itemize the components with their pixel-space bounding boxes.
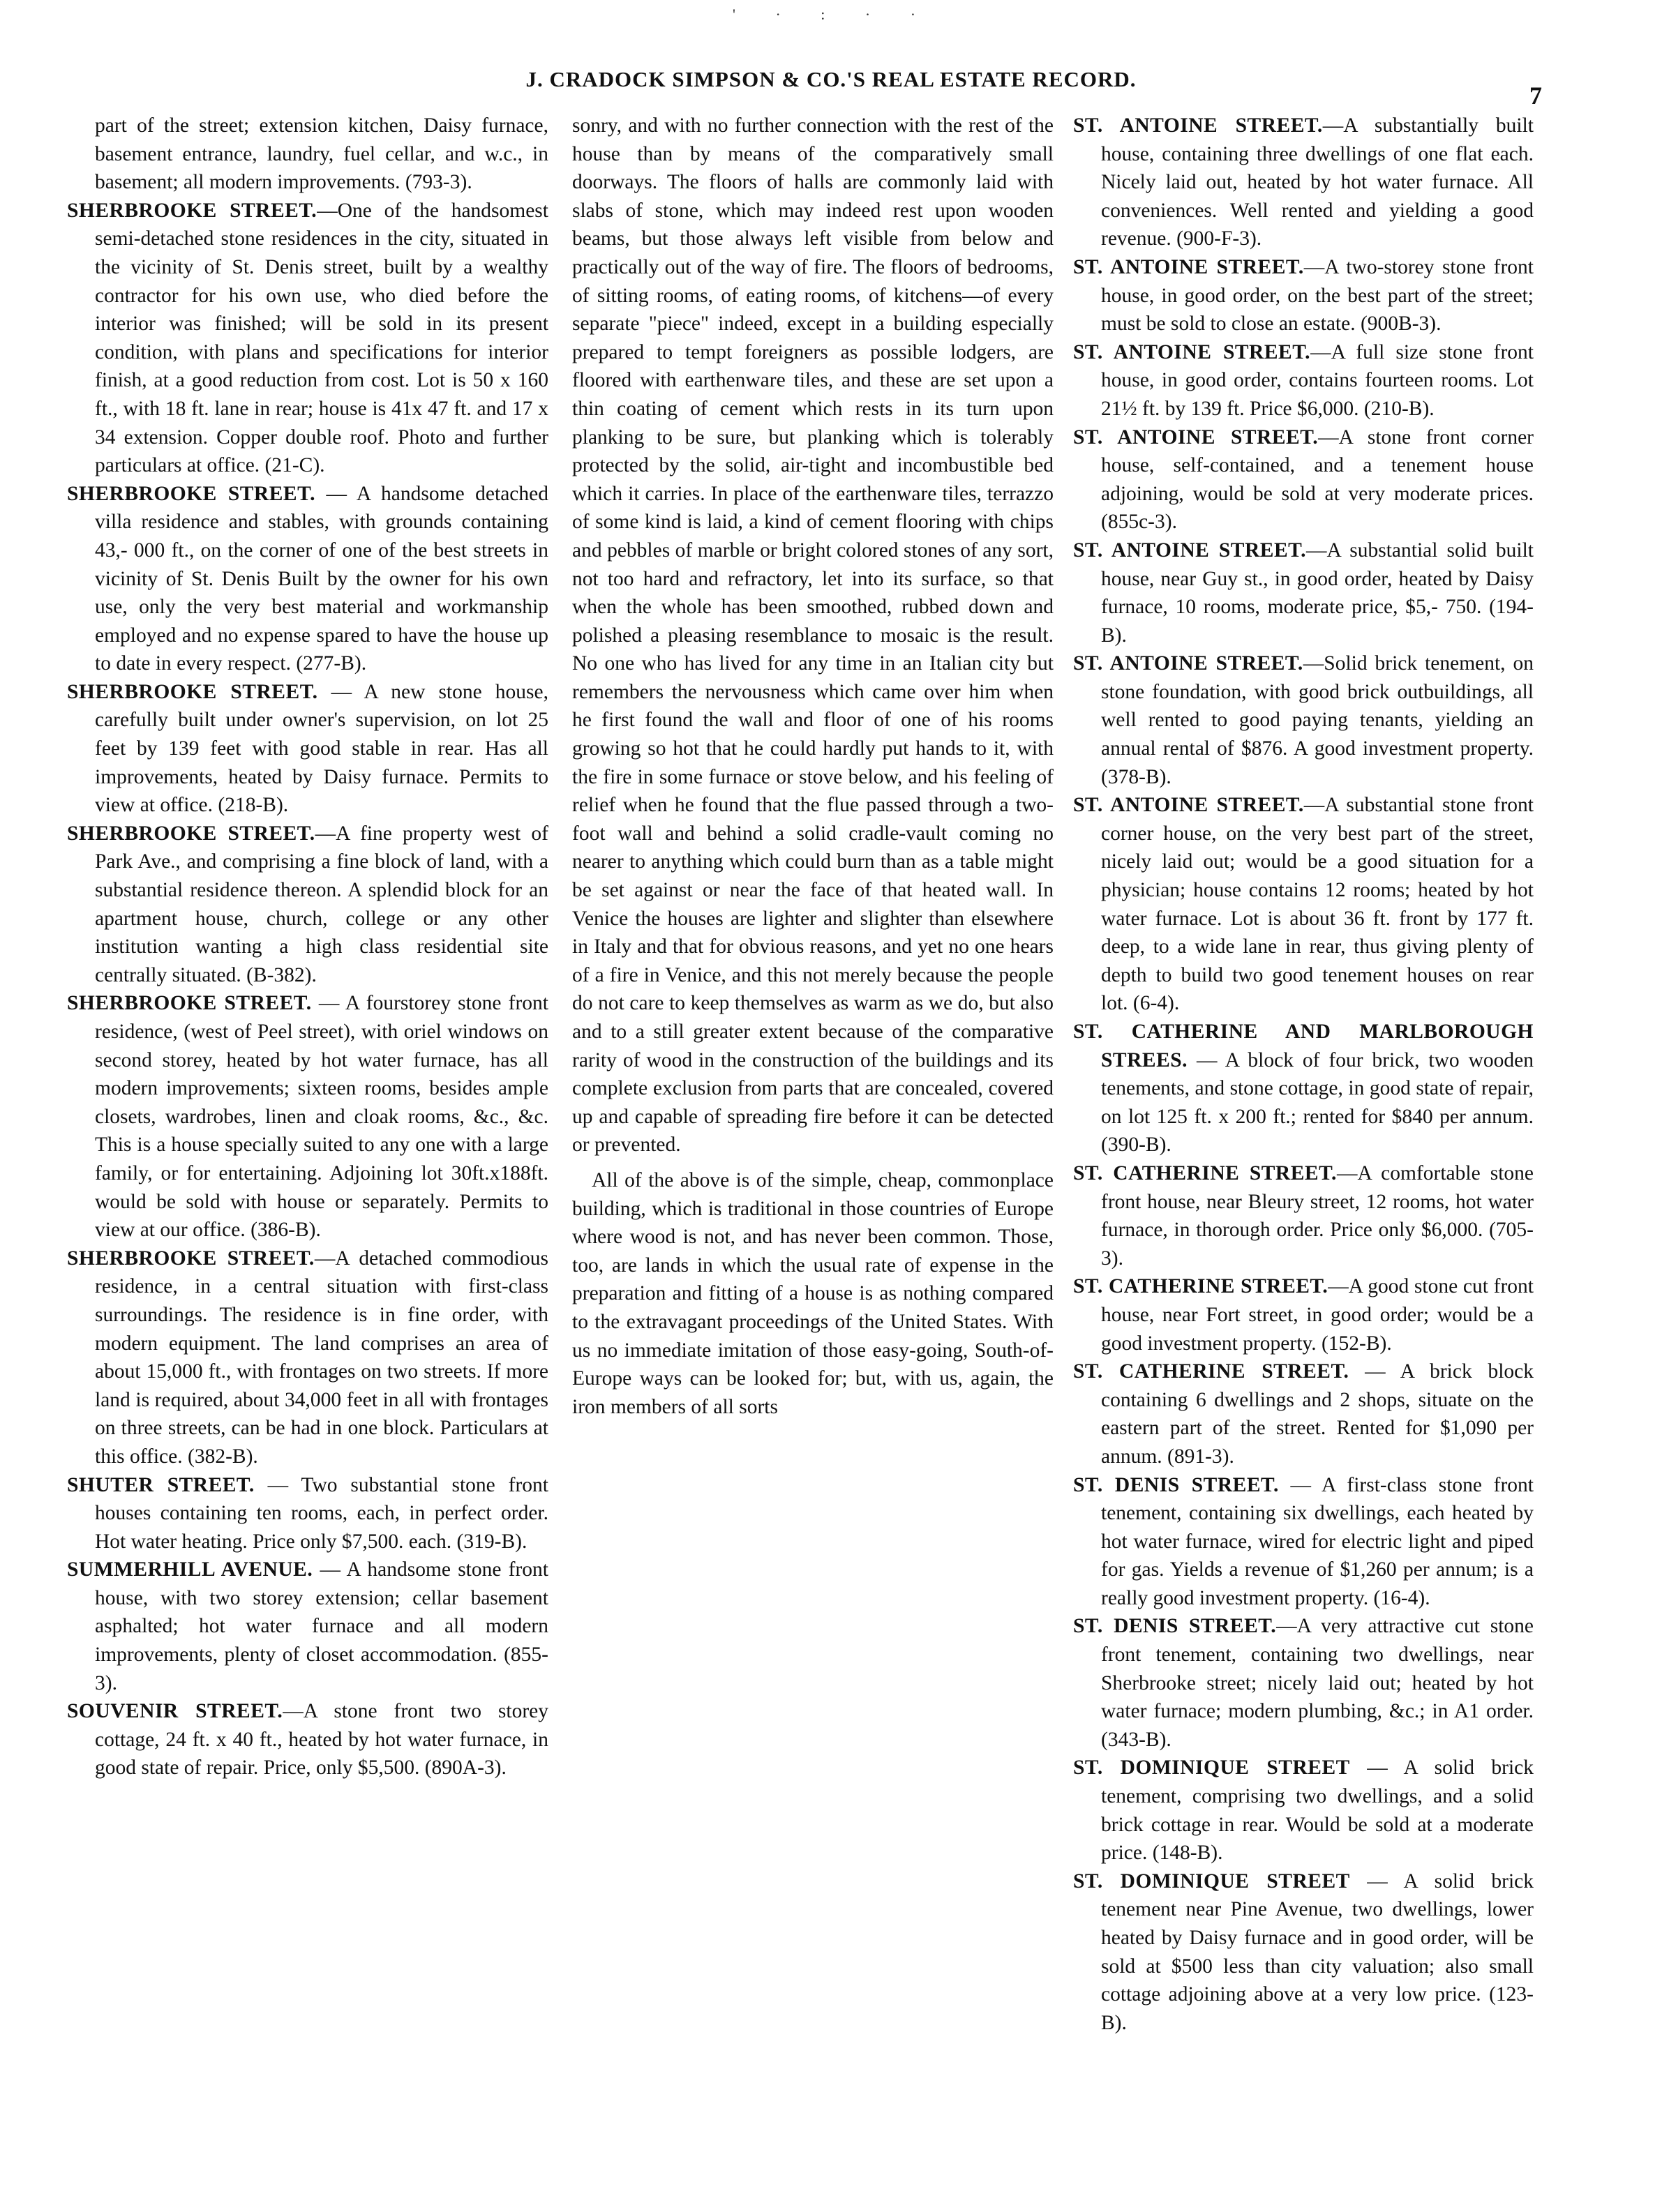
listing-entry bbox=[1073, 649, 1534, 791]
listing-entry bbox=[1073, 112, 1534, 253]
listing-street: ST. ANTOINE STREET. bbox=[1073, 426, 1319, 449]
listing-text: — A solid brick tenement near Pine Avenue, two dwellings, lower heated by Daisy furnace and in good order, will be sold at $500 less than city valuation; also small cottage adjoining above at a very low price. (123-B). bbox=[1101, 1869, 1534, 2034]
listing-entry bbox=[67, 480, 548, 678]
listing-entry bbox=[1073, 536, 1534, 649]
listing-entry bbox=[1073, 1754, 1534, 1867]
listing-text: — A handsome detached villa residence and stables, with grounds containing 43,- 000 ft., on the corner of one of the best streets in vicinity of St. Denis Built by the owner for his own use, only the very best material and workmanship employed and no expense spared to have the house up to date in every respect. (277-B). bbox=[95, 482, 548, 675]
listing-street: SHERBROOKE STREET. bbox=[67, 199, 317, 222]
listing-entry bbox=[1073, 253, 1534, 338]
listing-entry bbox=[1073, 1018, 1534, 1159]
listing-text: —A substantially built house, containing three dwellings of one flat each. Nicely laid out, heated by hot water furnace. All conveniences. Well rented and yielding a good revenue. (900-F-3). bbox=[1101, 114, 1534, 250]
print-specks: ' · : · · bbox=[733, 6, 934, 23]
listing-text: —A good stone cut front house, near Fort street, in good order; would be a good investment property. (152-B). bbox=[1101, 1275, 1534, 1355]
listing-street: ST. ANTOINE STREET. bbox=[1073, 340, 1311, 363]
column-2 bbox=[572, 112, 1054, 1421]
listing-street: ST. ANTOINE STREET. bbox=[1073, 255, 1304, 278]
listing-entry bbox=[1073, 1471, 1534, 1613]
listing-text: —A detached commodious residence, in a central situation with first-class surroundings. The residence is in fine order, with modern equipment. The land comprises an area of about 15,000 ft., with frontages on two streets. If more land is required, about 34,000 feet in all with frontages on three streets, can be had in one block. Particulars at this office. (382-B). bbox=[95, 1247, 548, 1468]
listing-entry bbox=[1073, 1159, 1534, 1272]
listing-text: — A brick block containing 6 dwellings and 2 shops, situate on the eastern part of the street. Rented for $1,090 per annum. (891-3). bbox=[1101, 1360, 1534, 1468]
listing-text: —A substantial solid built house, near Guy st., in good order, heated by Daisy furnace, 10 rooms, moderate price, $5,- 750. (194-B). bbox=[1101, 539, 1534, 647]
listing-street: ST. ANTOINE STREET. bbox=[1073, 539, 1307, 562]
listing-text: — Two substantial stone front houses containing ten rooms, each, in perfect order. Hot water heating. Price only $7,500. each. (319-B). bbox=[95, 1473, 548, 1553]
listing-entry bbox=[67, 1556, 548, 1697]
listing-street: ST. CATHERINE AND MARLBOROUGH STREES. bbox=[1073, 1021, 1534, 1071]
listing-text: —A fine property west of Park Ave., and comprising a fine block of land, with a substantial residence thereon. A splendid block for an apartment house, church, college or any other institution wanting a high class residential site centrally situated. (B-382). bbox=[95, 822, 548, 986]
listing-entry bbox=[1073, 1357, 1534, 1470]
page-header: J. CRADOCK SIMPSON & CO.'S REAL ESTATE RECORD. bbox=[525, 67, 1137, 91]
listing-street: SUMMERHILL AVENUE. bbox=[67, 1558, 313, 1581]
listing-entry bbox=[67, 1697, 548, 1782]
listing-street: ST. DOMINIQUE STREET bbox=[1073, 1756, 1350, 1780]
listing-continuation: part of the street; extension kitchen, Daisy furnace, basement entrance, laundry, fuel cellar, and w.c., in basement; all modern improvements. (793-3). bbox=[95, 114, 548, 194]
listing-text: —One of the handsomest semi-detached stone residences in the city, situated in the vicinity of St. Denis street, built by a wealthy contractor for his own use, who died before the interior was finished; will be sold in its present condition, with plans and specifications for interior finish, at a good reduction from cost. Lot is 50 x 160 ft., with 18 ft. lane in rear; house is 41x 47 ft. and 17 x 34 extension. Copper double roof. Photo and further particulars at office. (21-C). bbox=[95, 199, 548, 477]
listing-entry bbox=[67, 1244, 548, 1471]
page-number: 7 bbox=[1529, 82, 1542, 110]
listing-text: — A fourstorey stone front residence, (west of Peel street), with oriel windows on second storey, heated by hot water furnace, has all modern improvements; sixteen rooms, besides ample closets, wardrobes, linen and cloak rooms, &c., &c. This is a house specially suited to any one with a large family, or for entertaining. Adjoining lot 30ft.x188ft. would be sold with house or separately. Permits to view at our office. (386-B). bbox=[95, 992, 548, 1242]
listing-entry bbox=[67, 820, 548, 990]
column-3 bbox=[1073, 112, 1534, 2037]
listing-text: — A new stone house, carefully built under owner's supervision, on lot 25 feet by 139 feet with good stable in rear. Has all improvements, heated by Daisy furnace. Permits to view at office. (218-B). bbox=[95, 680, 548, 817]
listing-entry bbox=[1073, 1272, 1534, 1357]
listing-street: SHERBROOKE STREET. bbox=[67, 482, 315, 505]
listing-entry bbox=[1073, 1612, 1534, 1754]
column-1 bbox=[67, 112, 548, 1782]
listing-text: —Solid brick tenement, on stone foundation, with good brick outbuildings, all well rented to good paying tenants, yielding an annual rental of $876. A good investment property. (378-B). bbox=[1101, 652, 1534, 788]
listing-street: SHERBROOKE STREET. bbox=[67, 992, 312, 1015]
listing-street: SHERBROOKE STREET. bbox=[67, 822, 315, 845]
listing-text: —A stone front corner house, self-contained, and a tenement house adjoining, would be sold at very moderate prices. (855c-3). bbox=[1101, 426, 1534, 534]
listing-entry bbox=[1073, 423, 1534, 536]
listing-street: ST. DENIS STREET. bbox=[1073, 1615, 1277, 1638]
listing-entry bbox=[1073, 1867, 1534, 2038]
listing-entry bbox=[67, 1471, 548, 1556]
article-paragraph: sonry, and with no further connection with the rest of the house than by means of the comparatively small doorways. The floors of halls are commonly laid with slabs of stone, which may indeed rest upon wooden beams, but those always left visible from below and practically out of the way of fire. The floors of bedrooms, of sitting rooms, of eating rooms, of kitchens—of every separate "piece" indeed, except in a building especially prepared to tempt foreigners as possible lodgers, are floored with earthenware tiles, and these are set upon a thin coating of cement which rests in its turn upon planking to be sure, but planking which is tolerably protected by the solid, air-tight and incombustible bed which it carries. In place of the earthenware tiles, terrazzo of some kind is laid, a kind of cement flooring with chips and pebbles of marble or bright colored stones of any sort, not too hard and refractory, let into its surface, so that when the whole has been smoothed, rubbed down and polished a pleasing resemblance to mosaic is the result. No one who has lived for any time in an Italian city but remembers the nervousness which came over him when he first found the wall and floor of one of his rooms growing so hot that he could hardly put hands to it, with the fire in some furnace or stove below, and his feeling of relief when he found that the flue passed through a two-foot wall and behind a solid cradle-vault coming no nearer to anything which could burn than as a table might be set against or near the face of that heated wall. In Venice the houses are lighter and slighter than elsewhere in Italy and that for obvious reasons, and yet no one hears of a fire in Venice, and this not merely because the people do not care to keep themselves as warm as we do, but also and to a still greater extent because of the comparative rarity of wood in the construction of the buildings and its complete exclusion from parts that are concealed, covered up and capable of spreading fire before it can be detected or prevented. bbox=[572, 114, 1054, 1157]
listing-street: SHERBROOKE STREET. bbox=[67, 680, 318, 703]
listing-text: —A very attractive cut stone front tenement, containing two dwellings, near Sherbrooke street; nicely laid out; heated by hot water furnace; modern plumbing, &c.; in A1 order. (343-B). bbox=[1101, 1615, 1534, 1751]
listing-text: —A substantial stone front corner house, on the very best part of the street, nicely laid out; would be a good situation for a physician; house contains 12 rooms; heated by hot water furnace. Lot is about 36 ft. front by 177 ft. deep, to a wide lane in rear, thus giving plenty of depth to build two good tenement houses on rear lot. (6-4). bbox=[1101, 794, 1534, 1015]
listing-entry bbox=[67, 197, 548, 480]
listing-street: ST. DOMINIQUE STREET bbox=[1073, 1869, 1350, 1893]
listing-street: SHERBROOKE STREET. bbox=[67, 1247, 315, 1270]
listing-text: —A two-storey stone front house, in good order, on the best part of the street; must be sold to close an estate. (900B-3). bbox=[1101, 255, 1534, 336]
listing-text: — A handsome stone front house, with two storey extension; cellar basement asphalted; hot water furnace and all modern improvements, plenty of closet accommodation. (855-3). bbox=[95, 1558, 549, 1694]
listing-text: — A solid brick tenement, comprising two dwellings, and a solid brick cottage in rear. Would be sold at a moderate price. (148-B). bbox=[1101, 1756, 1534, 1865]
listing-street: SHUTER STREET. bbox=[67, 1473, 255, 1496]
listing-street: ST. CATHERINE STREET. bbox=[1073, 1360, 1349, 1383]
listing-street: ST. CATHERINE STREET. bbox=[1073, 1161, 1337, 1184]
listing-entry bbox=[1073, 338, 1534, 423]
listing-text: —A full size stone front house, in good order, contains fourteen rooms. Lot 21½ ft. by 139 ft. Price $6,000. (210-B). bbox=[1101, 340, 1534, 420]
listing-street: SOUVENIR STREET. bbox=[67, 1700, 283, 1723]
listing-text: —A comfortable stone front house, near Bleury street, 12 rooms, hot water furnace, in thorough order. Price only $6,000. (705-3). bbox=[1101, 1161, 1534, 1270]
listing-text: — A first-class stone front tenement, containing six dwellings, each heated by hot water furnace, wired for electric light and piped for gas. Yields a revenue of $1,260 per annum; is a really good investment property. (16-4). bbox=[1101, 1473, 1534, 1609]
listing-text: — A block of four brick, two wooden tenements, and stone cottage, in good state of repair, on lot 125 ft. x 200 ft.; rented for $840 per annum. (390-B). bbox=[1101, 1048, 1534, 1157]
listing-street: ST. ANTOINE STREET. bbox=[1073, 652, 1303, 675]
listing-entry bbox=[1073, 791, 1534, 1018]
article-paragraph: All of the above is of the simple, cheap, commonplace building, which is traditional in those countries of Europe where wood is not, and has never been common. Those, too, are lands in which the usual rate of expense in the preparation and fitting of a house is as nothing compared to the extravagant proceedings of the United States. With us no immediate imitation of those easy-going, South-of-Europe ways can be looked for; but, with us, again, the iron members of all sorts bbox=[572, 1168, 1054, 1418]
listing-street: ST. DENIS STREET. bbox=[1073, 1473, 1279, 1496]
listing-street: ST. CATHERINE STREET. bbox=[1073, 1275, 1328, 1298]
listing-street: ST. ANTOINE STREET. bbox=[1073, 114, 1323, 137]
listing-entry bbox=[67, 989, 548, 1244]
listing-text: —A stone front two storey cottage, 24 ft. x 40 ft., heated by hot water furnace, in good state of repair. Price, only $5,500. (890A-3). bbox=[95, 1700, 548, 1780]
listing-entry bbox=[67, 678, 548, 820]
listing-street: ST. ANTOINE STREET. bbox=[1073, 794, 1304, 817]
